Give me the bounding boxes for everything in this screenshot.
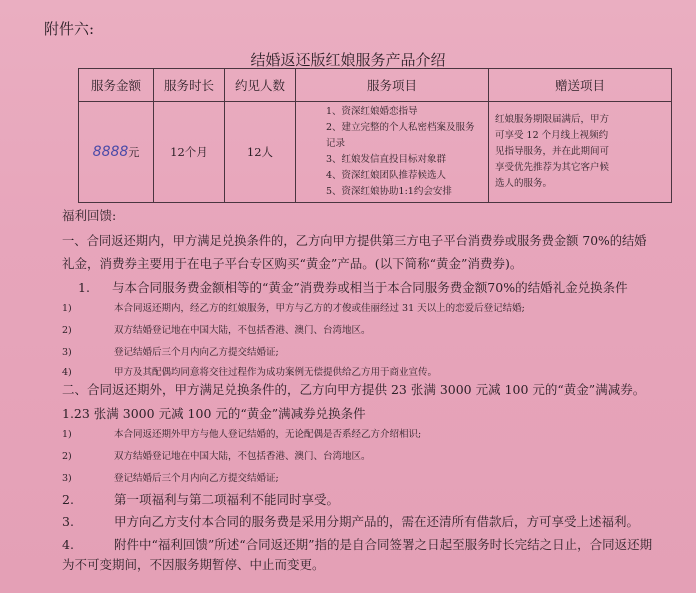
paragraph-1-line-2: 礼金，消费券主要用于在电子平台专区购买“黄金”产品。(以下简称“黄金”消费券)。	[62, 256, 523, 271]
clause-4-line-2: 为不可变期间，不因服务期暂停、中止而变更。	[62, 557, 325, 572]
paragraph-2: 二、合同返还期外，甲方满足兑换条件的，乙方向甲方提供 23 张满 3000 元减 100 元的“黄金”满减券。	[62, 382, 646, 397]
condition-item: 3) 登记结婚后三个月内向乙方提交结婚证;	[62, 473, 279, 484]
cell-persons: 12人	[225, 102, 296, 203]
condition-item: 4) 甲方及其配偶均同意将交往过程作为成功案例无偿提供给乙方用于商业宣传。	[62, 367, 438, 378]
clause-1	[78, 278, 628, 296]
bonus-line: 享受优先推荐为其它客户候	[495, 162, 610, 173]
clause-4: 4. 附件中“福利回馈”所述“合同返还期”指的是自合同签署之日起至服务时长完结之日止，合同返还期	[62, 537, 653, 552]
condition-item: 2) 双方结婚登记地在中国大陆，不包括香港、澳门、台湾地区。	[62, 451, 371, 462]
service-item: 3、红娘发信直投目标对象群	[326, 154, 447, 165]
table-header-row	[79, 69, 672, 102]
condition-item: 2) 双方结婚登记地在中国大陆，不包括香港、澳门、台湾地区。	[62, 325, 371, 336]
header-persons: 约见人数	[225, 69, 296, 102]
attachment-label: 附件六:	[44, 20, 95, 38]
bonus-line: 可享受 12 个月线上视频约	[495, 130, 609, 141]
clause-number: 1.	[78, 280, 90, 295]
bonus-line: 见指导服务，并在此期间可	[495, 146, 610, 157]
condition-item: 1) 本合同返还期外甲方与他人登记结婚的，无论配偶是否系经乙方介绍相识;	[62, 429, 422, 440]
paragraph-2-sub: 1.23 张满 3000 元减 100 元的“黄金”满减券兑换条件	[62, 406, 366, 421]
service-table	[78, 68, 672, 203]
clause-3: 3. 甲方向乙方支付本合同的服务费是采用分期产品的，需在还清所有借款后，方可享受上述福利。	[62, 514, 640, 529]
table-row	[79, 102, 672, 203]
bonus-line: 红娘服务期限届满后，甲方	[495, 114, 610, 125]
clause-2: 2. 第一项福利与第二项福利不能同时享受。	[62, 492, 340, 507]
condition-item: 1) 本合同返还期内，经乙方的红娘服务，甲方与乙方的才俊或佳丽经过 31 天以上的恋爱后登记结婚;	[62, 303, 525, 314]
cell-bonus	[489, 102, 672, 203]
clause-text: 与本合同服务费金额相等的“黄金”消费券或相当于本合同服务费金额70%的结婚礼金兑换条件	[112, 280, 628, 295]
cell-amount	[79, 102, 154, 203]
amount-value: 8888	[92, 144, 129, 160]
welfare-title: 福利回馈:	[62, 208, 117, 223]
service-item: 5、资深红娘协助1:1约会安排	[326, 186, 452, 197]
service-item: 4、资深红娘团队推荐候选人	[326, 170, 447, 181]
condition-item: 3) 登记结婚后三个月内向乙方提交结婚证;	[62, 347, 279, 358]
paragraph-1-line-1: 一、合同返还期内，甲方满足兑换条件的，乙方向甲方提供第三方电子平台消费券或服务费金额 70%的结婚	[62, 234, 647, 248]
cell-items	[296, 102, 489, 203]
service-item: 1、资深红娘婚恋指导	[326, 106, 418, 117]
service-item: 2、建立完整的个人私密档案及服务记录	[326, 122, 475, 149]
document-title: 结婚返还版红娘服务产品介绍	[250, 51, 446, 69]
header-amount: 服务金额	[79, 69, 154, 102]
amount-unit: 元	[128, 146, 140, 159]
header-bonus: 赠送项目	[489, 69, 672, 102]
header-items: 服务项目	[296, 69, 489, 102]
header-duration: 服务时长	[154, 69, 225, 102]
cell-duration: 12个月	[154, 102, 225, 203]
bonus-line: 选人的服务。	[495, 178, 553, 189]
